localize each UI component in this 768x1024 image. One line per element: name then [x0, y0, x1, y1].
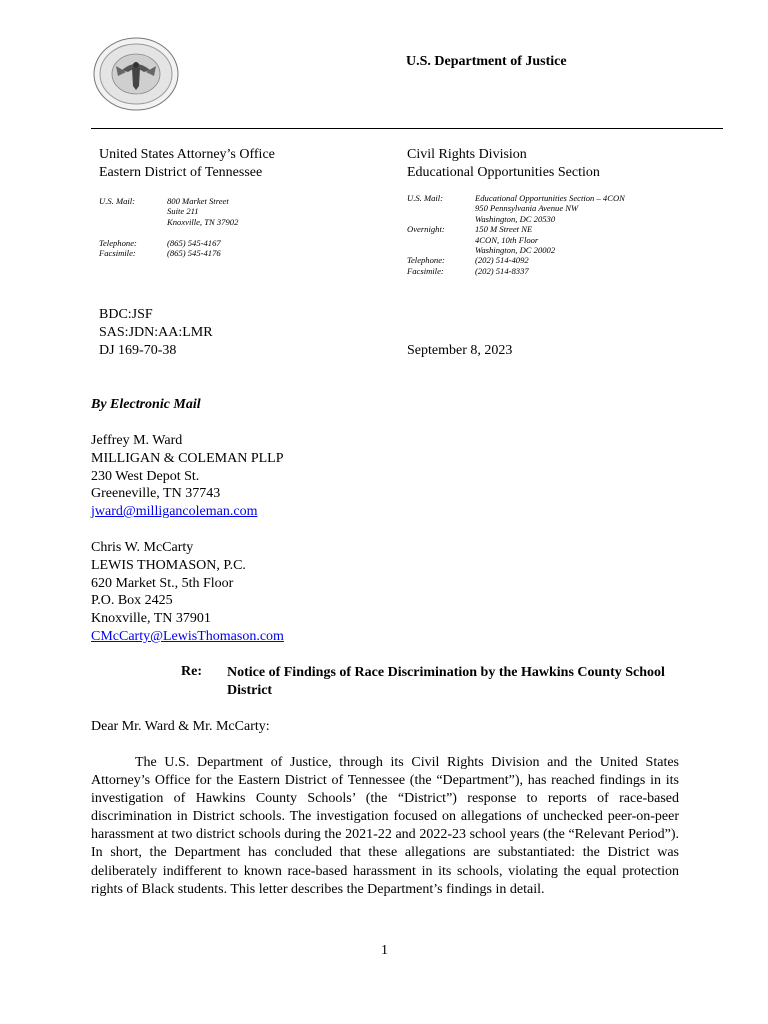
contact-key: U.S. Mail: — [407, 193, 444, 203]
recipient-name: Chris W. McCarty — [91, 540, 194, 555]
contact-value: 950 Pennsylvania Avenue NW — [475, 203, 579, 214]
contact-key: U.S. Mail: — [99, 196, 136, 206]
contact-value: 150 M Street NE — [475, 224, 533, 235]
right-office-section: Educational Opportunities Section — [407, 165, 600, 180]
re-label: Re: — [181, 664, 202, 679]
recipient-address-2 — [91, 539, 284, 646]
contact-value: 4CON, 10th Floor — [475, 234, 539, 245]
recipient-name: Jeffrey M. Ward — [91, 433, 183, 448]
recipient-po-box: P.O. Box 2425 — [91, 593, 173, 609]
recipient-street: 230 West Depot St. — [91, 468, 200, 484]
contact-key: Overnight: — [407, 224, 445, 235]
re-subject: Notice of Findings of Race Discrimination by the Hawkins County School District — [227, 665, 665, 698]
salutation: Dear Mr. Ward & Mr. McCarty: — [91, 719, 270, 734]
contact-key — [407, 214, 475, 224]
recipient-city: Greeneville, TN 37743 — [91, 486, 221, 502]
recipient-email-link[interactable]: jward@milligancoleman.com — [91, 504, 258, 520]
contact-key — [99, 227, 167, 237]
header-divider — [91, 128, 723, 129]
contact-key: Facsimile: — [99, 248, 136, 259]
reference-code: SAS:JDN:AA:LMR — [99, 325, 213, 340]
letter-date: September 8, 2023 — [407, 343, 513, 358]
contact-key — [99, 206, 167, 216]
delivery-method: By Electronic Mail — [91, 397, 201, 412]
contact-value: (865) 545-4167 — [167, 237, 221, 248]
reference-codes — [99, 306, 213, 360]
left-office-district: Eastern District of Tennessee — [99, 165, 263, 180]
reference-code: DJ 169-70-38 — [99, 343, 177, 358]
body-paragraph: The U.S. Department of Justice, through its Civil Rights Division and the United States Attorney’s Office for the Eastern District of Tennessee (the “Department”), has reached findings in its investigation of Hawkins County Schools’ (the “District”) response to reports of race-based discrimination in District schools. The investigation focused on allegations of unchecked peer-on-peer harassment at two district schools during the 2021-22 and 2022-23 school years (the “Relevant Period”). In short, the Department has concluded that these allegations are substantiated: the District was deliberately indifferent to known race-based harassment in its schools, violating the equal protection rights of Black students. This letter describes the Department’s findings in detail. — [91, 755, 679, 897]
page-number: 1 — [381, 943, 388, 958]
contact-value: Knoxville, TN 37902 — [167, 216, 239, 227]
contact-key: Telephone: — [407, 255, 445, 266]
contact-value: Suite 211 — [167, 206, 199, 217]
contact-key — [99, 217, 167, 227]
recipient-city: Knoxville, TN 37901 — [91, 611, 211, 627]
left-office-name: United States Attorney’s Office — [99, 147, 275, 162]
department-title: U.S. Department of Justice — [406, 54, 567, 69]
recipient-email-link[interactable]: CMcCarty@LewisThomason.com — [91, 628, 284, 644]
contact-key — [407, 245, 475, 255]
recipient-address-1 — [91, 432, 284, 521]
contact-value: 800 Market Street — [167, 196, 229, 206]
contact-key: Telephone: — [99, 237, 137, 248]
recipient-firm: LEWIS THOMASON, P.C. — [91, 557, 246, 573]
reference-code: BDC:JSF — [99, 307, 153, 322]
doj-seal-logo — [92, 36, 180, 112]
contact-value: (202) 514-4092 — [475, 255, 529, 266]
right-office-division: Civil Rights Division — [407, 147, 527, 162]
contact-value: (202) 514-8337 — [475, 265, 529, 276]
contact-key — [407, 203, 475, 213]
left-office-contact — [99, 196, 238, 258]
contact-value: Educational Opportunities Section – 4CON — [475, 193, 625, 203]
contact-key: Facsimile: — [407, 265, 444, 276]
contact-value: Washington, DC 20530 — [475, 213, 556, 224]
recipient-street: 620 Market St., 5th Floor — [91, 575, 234, 591]
contact-value: (865) 545-4176 — [167, 248, 221, 259]
recipient-firm: MILLIGAN & COLEMAN PLLP — [91, 450, 284, 466]
contact-value: Washington, DC 20002 — [475, 245, 556, 256]
contact-key — [407, 235, 475, 245]
right-office-contact — [407, 193, 625, 276]
